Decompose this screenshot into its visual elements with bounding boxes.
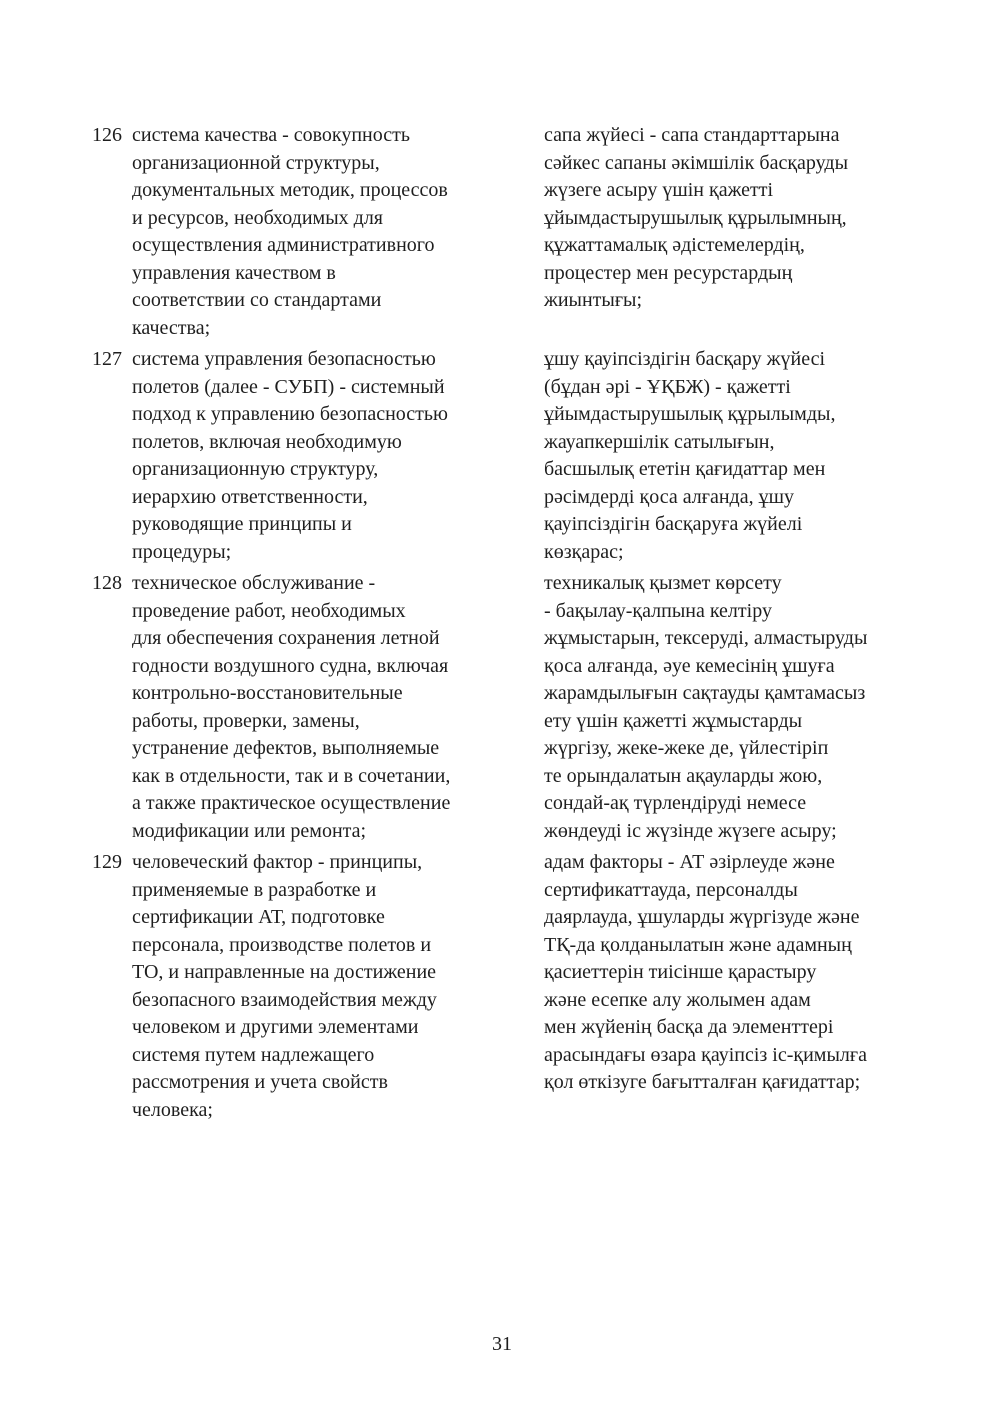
russian-text-line: подход к управлению безопасностью bbox=[132, 403, 448, 425]
russian-text-line: управления качеством в bbox=[132, 261, 336, 284]
russian-definition bbox=[132, 346, 504, 566]
kazakh-text-line: ету үшін қажетті жұмыстарды bbox=[544, 709, 803, 732]
kazakh-definition bbox=[544, 849, 922, 1124]
russian-text-line: персонала, производстве полетов и bbox=[132, 933, 432, 956]
russian-text-line: система качества - совокупность bbox=[132, 124, 410, 146]
russian-text-line: рассмотрения и учета свойств bbox=[132, 1071, 388, 1093]
russian-text-line: система управления безопасностью bbox=[132, 348, 436, 370]
glossary-entry bbox=[92, 122, 922, 342]
russian-text-line: соответствии со стандартами bbox=[132, 289, 382, 311]
kazakh-text-line: рәсімдерді қоса алғанда, ұшу bbox=[544, 485, 794, 508]
kazakh-text-line: қасиеттерін тиісінше қарастыру bbox=[544, 961, 817, 983]
russian-text-line: осуществления административного bbox=[132, 234, 435, 256]
russian-text-line: руководящие принципы и bbox=[132, 513, 352, 535]
glossary-entry bbox=[92, 346, 922, 566]
kazakh-text-line: адам факторы - АТ әзірлеуде және bbox=[544, 851, 835, 873]
kazakh-text-line: сапа жүйесі - сапа стандарттарына bbox=[544, 124, 840, 146]
russian-text-line: а также практическое осуществление bbox=[132, 792, 451, 814]
russian-text-line: ТО, и направленные на достижение bbox=[132, 961, 437, 983]
russian-definition bbox=[132, 849, 504, 1124]
kazakh-text-line: сондай-ақ түрлендіруді немесе bbox=[544, 792, 807, 814]
russian-text-line: устранение дефектов, выполняемые bbox=[132, 737, 440, 759]
russian-text-line: модификации или ремонта; bbox=[132, 819, 367, 842]
kazakh-text-line: даярлауда, ұшуларды жүргізуде және bbox=[544, 906, 860, 928]
glossary-entry bbox=[92, 570, 922, 845]
kazakh-text-line: те орындалатын ақауларды жою, bbox=[544, 764, 823, 787]
kazakh-text-line: жиынтығы; bbox=[544, 289, 643, 311]
kazakh-text-line: қауіпсіздігін басқаруға жүйелі bbox=[544, 513, 803, 535]
russian-text-line: качества; bbox=[132, 316, 211, 339]
russian-text-line: работы, проверки, замены, bbox=[132, 709, 360, 732]
kazakh-text-line: жүзеге асыру үшін қажетті bbox=[544, 179, 774, 201]
kazakh-text-line: ұйымдастырушылық құрылымның, bbox=[544, 206, 847, 229]
russian-text-line: системя путем надлежащего bbox=[132, 1043, 375, 1066]
kazakh-text-line: мен жүйенің басқа да элементтері bbox=[544, 1016, 834, 1038]
russian-text-line: сертификации АТ, подготовке bbox=[132, 906, 385, 928]
kazakh-text-line: және есепке алу жолымен адам bbox=[544, 988, 811, 1011]
russian-text-line: человека; bbox=[132, 1098, 213, 1121]
kazakh-text-line: қоса алғанда, әуе кемесінің ұшуға bbox=[544, 654, 835, 677]
russian-text-line: полетов (далее - СУБП) - системный bbox=[132, 375, 445, 398]
kazakh-definition bbox=[544, 346, 922, 566]
entry-number: 126 bbox=[92, 124, 122, 146]
kazakh-definition bbox=[544, 122, 922, 342]
kazakh-text-line: сәйкес сапаны әкімшілік басқаруды bbox=[544, 151, 849, 174]
kazakh-definition bbox=[544, 570, 922, 845]
entry-number: 128 bbox=[92, 572, 122, 594]
entry-number: 127 bbox=[92, 348, 122, 370]
russian-text-line: техническое обслуживание - bbox=[132, 572, 376, 594]
russian-text-line: контрольно-восстановительные bbox=[132, 682, 403, 704]
russian-text-line: человеческий фактор - принципы, bbox=[132, 851, 423, 873]
kazakh-text-line: - бақылау-қалпына келтіру bbox=[544, 599, 772, 622]
kazakh-text-line: (бұдан әрі - ҰҚБЖ) - қажетті bbox=[544, 375, 791, 398]
kazakh-text-line: техникалық қызмет көрсету bbox=[544, 572, 782, 594]
russian-text-line: для обеспечения сохранения летной bbox=[132, 627, 440, 649]
kazakh-text-line: арасындағы өзара қауіпсіз іс-қимылға bbox=[544, 1043, 867, 1066]
kazakh-text-line: сертификаттауда, персоналды bbox=[544, 878, 798, 901]
russian-text-line: как в отдельности, так и в сочетании, bbox=[132, 764, 451, 787]
kazakh-text-line: қол өткізуге бағытталған қағидаттар; bbox=[544, 1071, 861, 1093]
russian-text-line: годности воздушного судна, включая bbox=[132, 654, 449, 677]
kazakh-text-line: жұмыстарын, тексеруді, алмастыруды bbox=[544, 627, 868, 649]
russian-text-line: и ресурсов, необходимых для bbox=[132, 206, 383, 229]
kazakh-text-line: жөндеуді іс жүзінде жүзеге асыру; bbox=[544, 819, 837, 842]
kazakh-text-line: ТҚ-да қолданылатын және адамның bbox=[544, 933, 852, 956]
kazakh-text-line: ұйымдастырушылық құрылымды, bbox=[544, 403, 836, 425]
russian-text-line: организационной структуры, bbox=[132, 151, 380, 174]
kazakh-text-line: құжаттамалық әдістемелердің, bbox=[544, 234, 805, 256]
russian-text-line: организационную структуру, bbox=[132, 458, 379, 480]
russian-text-line: проведение работ, необходимых bbox=[132, 599, 406, 622]
glossary-entry bbox=[92, 849, 922, 1124]
russian-text-line: процедуры; bbox=[132, 540, 232, 563]
russian-text-line: иерархию ответственности, bbox=[132, 485, 368, 508]
russian-definition bbox=[132, 122, 504, 342]
russian-text-line: безопасного взаимодействия между bbox=[132, 988, 437, 1011]
russian-text-line: человеком и другими элементами bbox=[132, 1016, 419, 1038]
russian-text-line: документальных методик, процессов bbox=[132, 179, 448, 201]
kazakh-text-line: жарамдылығын сақтауды қамтамасыз bbox=[544, 682, 866, 704]
page-number: 31 bbox=[492, 1333, 512, 1355]
entry-number: 129 bbox=[92, 851, 122, 873]
russian-text-line: полетов, включая необходимую bbox=[132, 430, 402, 453]
russian-text-line: применяемые в разработке и bbox=[132, 878, 377, 901]
kazakh-text-line: жауапкершілік сатылығын, bbox=[544, 430, 775, 453]
russian-definition bbox=[132, 570, 504, 845]
kazakh-text-line: көзқарас; bbox=[544, 540, 624, 563]
glossary-entries bbox=[92, 122, 922, 1128]
kazakh-text-line: жүргізу, жеке-жеке де, үйлестіріп bbox=[544, 737, 829, 759]
kazakh-text-line: процестер мен ресурстардың bbox=[544, 261, 793, 284]
kazakh-text-line: басшылық ететін қағидаттар мен bbox=[544, 458, 826, 480]
kazakh-text-line: ұшу қауіпсіздігін басқару жүйесі bbox=[544, 348, 825, 370]
